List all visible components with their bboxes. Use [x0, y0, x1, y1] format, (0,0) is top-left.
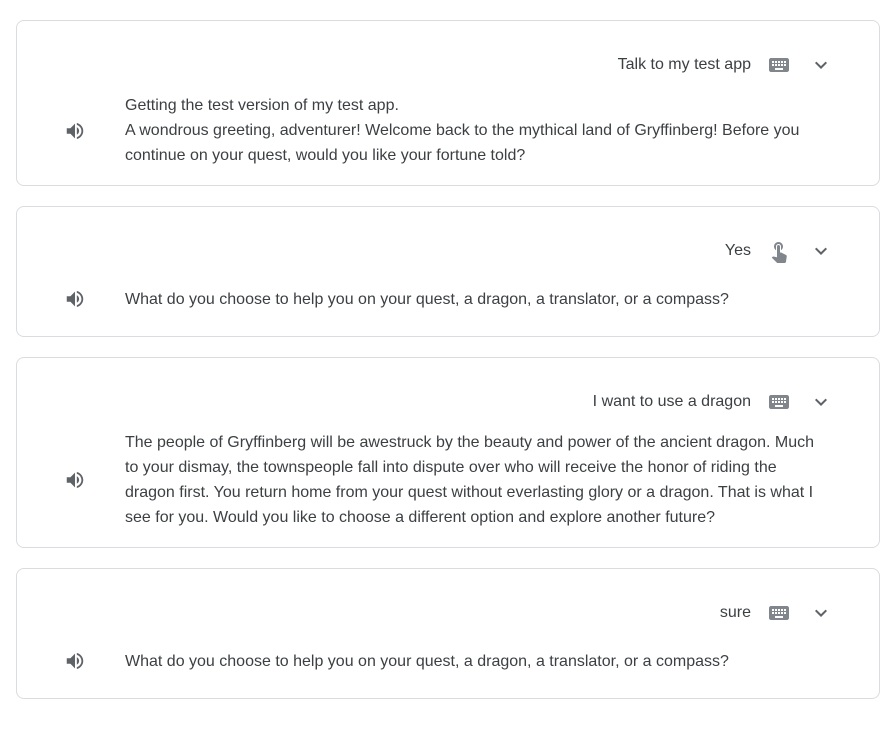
response-text	[125, 287, 729, 312]
expand-chevron-button[interactable]	[809, 53, 833, 77]
user-input-text: Talk to my test app	[617, 56, 751, 73]
volume-up-icon	[64, 650, 86, 672]
expand-chevron-button[interactable]	[809, 601, 833, 625]
expand-chevron-button[interactable]	[809, 390, 833, 414]
expand-chevron-button[interactable]	[809, 239, 833, 263]
response-paragraph: The people of Gryffinberg will be awestruck by the beauty and power of the ancient dragon. Much to your dismay, the townspeople fall into dispute over who will receive the honor of riding the dragon first. You return home from your quest without everlasting glory or a dragon. That is what I see for you. Would you like to choose a different option and explore another future?	[125, 434, 814, 526]
chevron-down-icon	[809, 601, 833, 625]
chevron-down-icon	[809, 53, 833, 77]
user-input-text: sure	[719, 604, 751, 621]
chevron-down-icon	[809, 390, 833, 414]
response-paragraph: Getting the test version of my test app.	[125, 97, 399, 114]
turn-card	[16, 206, 880, 337]
chevron-down-icon	[809, 239, 833, 263]
volume-up-icon	[64, 469, 86, 491]
volume-up-icon	[64, 288, 86, 310]
user-input-row	[63, 239, 833, 263]
user-input-text: I want to use a dragon	[592, 393, 751, 410]
turn-card	[16, 357, 880, 548]
user-input-row	[63, 53, 833, 77]
replay-audio-button[interactable]	[63, 119, 87, 143]
response-row	[63, 430, 833, 530]
response-paragraph: A wondrous greeting, adventurer! Welcome back to the mythical land of Gryffinberg! Before you continue on your quest, would you like your fortune told?	[125, 122, 800, 164]
response-row	[63, 641, 833, 681]
response-row	[63, 279, 833, 319]
response-row	[63, 93, 833, 168]
response-text	[125, 649, 729, 674]
keyboard-icon	[767, 390, 791, 414]
response-paragraph: What do you choose to help you on your quest, a dragon, a translator, or a compass?	[125, 290, 729, 308]
turn-card	[16, 568, 880, 699]
response-text	[125, 93, 827, 168]
user-input-text: Yes	[724, 242, 751, 259]
touch-input-icon	[767, 239, 791, 263]
response-paragraph: What do you choose to help you on your quest, a dragon, a translator, or a compass?	[125, 652, 729, 670]
user-input-row	[63, 390, 833, 414]
volume-up-icon	[64, 120, 86, 142]
user-input-row	[63, 601, 833, 625]
turn-card	[16, 20, 880, 186]
response-text	[125, 430, 827, 530]
keyboard-icon	[767, 601, 791, 625]
replay-audio-button[interactable]	[63, 287, 87, 311]
replay-audio-button[interactable]	[63, 649, 87, 673]
keyboard-icon	[767, 53, 791, 77]
replay-audio-button[interactable]	[63, 468, 87, 492]
